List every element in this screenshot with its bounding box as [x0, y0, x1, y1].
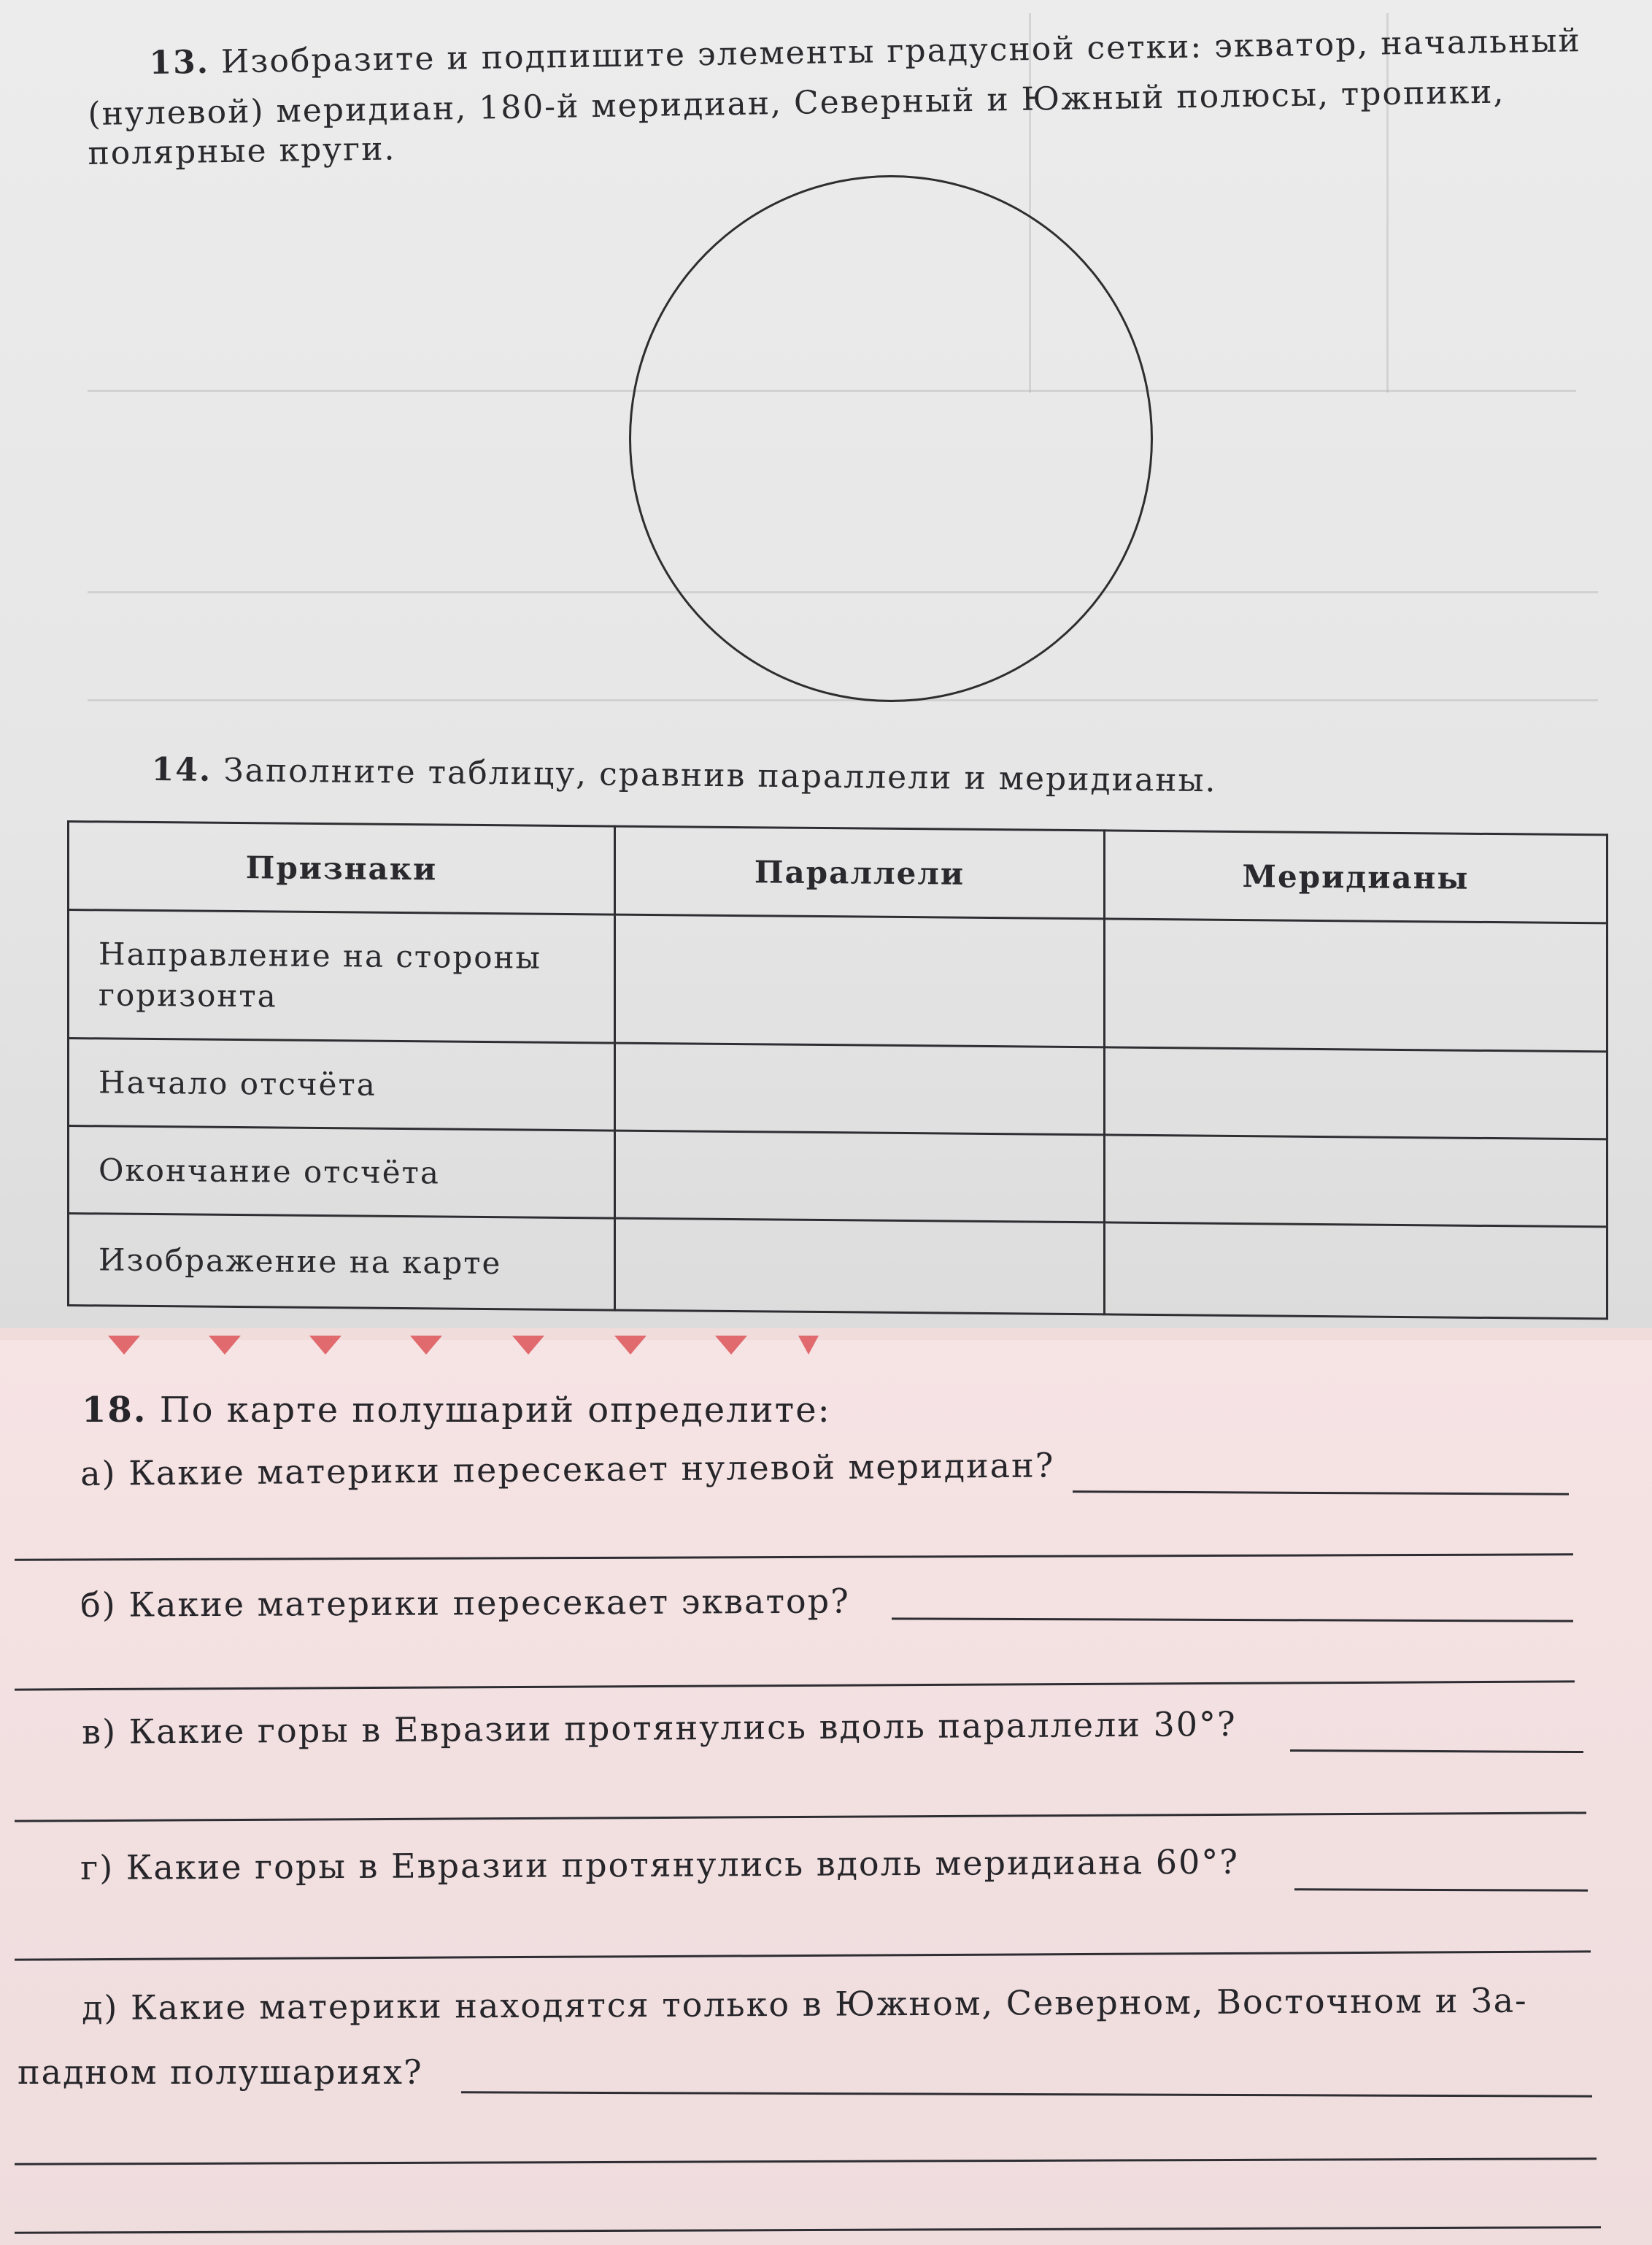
- table-row: [69, 1214, 1607, 1319]
- bleed-through-line: [88, 699, 1598, 701]
- comparison-table: [67, 820, 1608, 1320]
- question-e-line2: падном полушариях?: [18, 2052, 423, 2092]
- question-b: б) Какие материки пересекает экватор?: [80, 1581, 850, 1625]
- cell-parallels-end[interactable]: [614, 1131, 1104, 1222]
- row-label-start: Начало отсчёта: [69, 1039, 615, 1131]
- task18-title: По карте полушарий определите:: [159, 1390, 831, 1430]
- decor-triangle-icon: [309, 1336, 341, 1355]
- cell-parallels-map[interactable]: [614, 1218, 1104, 1314]
- task14-text: Заполните таблицу, сравнив параллели и меридианы.: [223, 752, 1217, 800]
- header-features: Признаки: [69, 822, 615, 915]
- decor-triangle-icon: [614, 1336, 646, 1355]
- task13-line2: (нулевой) меридиан, 180-й меридиан, Северный и Южный полюсы, тропики,: [88, 73, 1505, 133]
- task18-heading: [82, 1390, 831, 1430]
- task14-number: 14.: [151, 750, 212, 789]
- globe-drawing-circle[interactable]: [629, 175, 1153, 702]
- row-label-direction-line1: Направление на стороны: [99, 935, 541, 976]
- table-row: [69, 910, 1607, 1052]
- task13-number: 13.: [149, 43, 210, 82]
- bleed-through-line: [1386, 13, 1389, 393]
- row-label-map: Изображение на карте: [69, 1214, 615, 1311]
- question-a: а) Какие материки пересекает нулевой меридиан?: [80, 1445, 1055, 1493]
- row-label-direction: [69, 910, 615, 1044]
- cell-parallels-direction[interactable]: [614, 914, 1104, 1047]
- table-header-row: [69, 822, 1607, 923]
- question-d: г) Какие горы в Евразии протянулись вдоль меридиана 60°?: [80, 1841, 1240, 1887]
- question-c: в) Какие горы в Евразии протянулись вдоль параллели 30°?: [82, 1703, 1237, 1752]
- task18-number: 18.: [82, 1390, 147, 1430]
- table-row: [69, 1039, 1607, 1139]
- task14-line: [151, 747, 1217, 804]
- decor-triangle-icon: [798, 1336, 819, 1355]
- decor-triangle-icon: [512, 1336, 544, 1355]
- cell-meridians-direction[interactable]: [1104, 919, 1607, 1052]
- row-label-end: Окончание отсчёта: [69, 1126, 615, 1219]
- cell-parallels-start[interactable]: [614, 1043, 1104, 1135]
- decor-triangle-icon: [715, 1336, 747, 1355]
- task13-text-line1: Изобразите и подпишите элементы градусной сетки: экватор, начальный: [220, 22, 1582, 81]
- row-label-direction-line2: горизонта: [99, 976, 277, 1014]
- page-divider: [0, 1328, 1652, 1340]
- cell-meridians-map[interactable]: [1104, 1222, 1607, 1319]
- decor-triangle-icon: [410, 1336, 442, 1355]
- header-parallels: Параллели: [614, 826, 1104, 919]
- cell-meridians-end[interactable]: [1104, 1135, 1607, 1227]
- cell-meridians-start[interactable]: [1104, 1047, 1607, 1139]
- decor-triangle-icon: [209, 1336, 241, 1355]
- decor-triangle-icon: [108, 1336, 140, 1355]
- table-row: [69, 1126, 1607, 1227]
- header-meridians: Меридианы: [1104, 831, 1607, 923]
- task13-line3: полярные круги.: [88, 130, 396, 172]
- question-e-line1: д) Какие материки находятся только в Южном, Северном, Восточном и За-: [82, 1980, 1528, 2028]
